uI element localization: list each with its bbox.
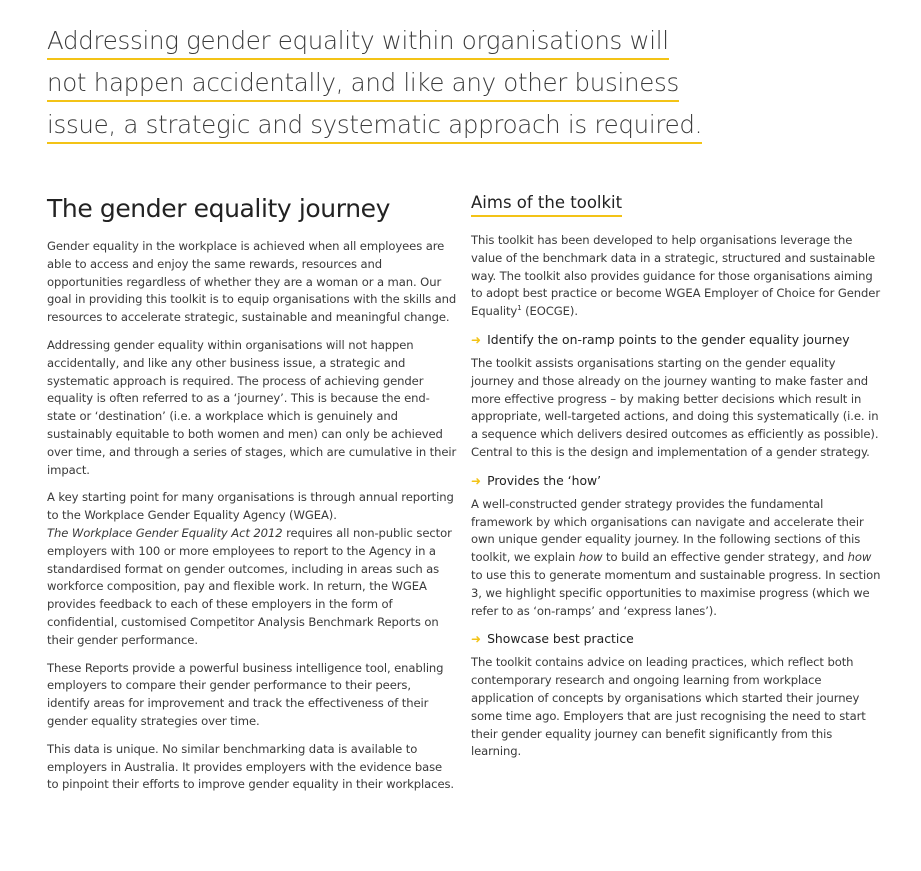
how-body-c: to use this to generate momentum and sustainable progress. In section 3, we highlight specific opportunities to maximise progress (which we refer to as ‘on-ramps’ and ‘express lanes’).	[471, 567, 881, 618]
footnote-marker: 1	[517, 304, 522, 313]
how-body-b: to build an effective gender strategy, and	[602, 550, 848, 565]
pull-quote-line-2: not happen accidentally, and like any other business	[47, 68, 679, 102]
paragraph-3-start: A key starting point for many organisations is through annual reporting to the Workplace Gender Equality Agency (WGEA).	[47, 490, 454, 523]
paragraph-3	[47, 489, 457, 649]
subheading-how-label: Provides the ‘how’	[487, 472, 602, 488]
paragraph-3-rest: requires all non-public sector employers with 100 or more employees to report to the Agency in a standardised format on gender outcomes, including in areas such as workforce composition, pay and flexible work. In return, the WGEA provides feedback to each of these employers in the form of confidential, customised Competitor Analysis Benchmark Reports on their gender performance.	[47, 525, 452, 647]
how-emphasis-2: how	[847, 550, 872, 565]
paragraph-4: These Reports provide a powerful business intelligence tool, enabling employers to compare their gender performance to their peers, identify areas for improvement and track the effectiveness of their gender equality strategies over time.	[47, 660, 444, 728]
how-body	[471, 496, 881, 621]
paragraph-5: This data is unique. No similar benchmarking data is available to employers in Australia. It provides employers with the evidence base to pinpoint their efforts to improve gender equality in their workplaces.	[47, 741, 455, 792]
pull-quote-line-1: Addressing gender equality within organisations will	[47, 26, 669, 60]
aims-intro-end: (EOCGE).	[521, 304, 578, 319]
arrow-right-icon: ➜	[471, 332, 482, 347]
act-title: The Workplace Gender Equality Act 2012	[47, 525, 283, 540]
aims-intro	[471, 232, 881, 321]
paragraph-1: Gender equality in the workplace is achieved when all employees are able to access and enjoy the same rewards, resources and opportunities regardless of whether they are a woman or a man. Our goal in providing this toolkit is to equip organisations with the skills and resources to accelerate strategic, sustainable and meaningful change.	[47, 239, 457, 325]
paragraph-2: Addressing gender equality within organisations will not happen accidentally, and like any other business issue, a strategic and systematic approach is required. The process of achieving gender equality is often referred to as a ‘journey’. This is because the end-state or ‘destination’ (i.e. a workplace which is genuinely and sustainably equitable to both women and men) can only be achieved over time, and through a series of stages, which are cumulative in their impact.	[47, 337, 457, 477]
subheading-how	[471, 472, 881, 490]
arrow-right-icon: ➜	[471, 632, 482, 647]
arrow-right-icon: ➜	[471, 473, 482, 488]
pull-quote	[47, 22, 767, 148]
how-emphasis-1: how	[578, 550, 603, 565]
aims-intro-text: This toolkit has been developed to help organisations leverage the value of the benchmark data in a strategic, structured and sustainable way. The toolkit also provides guidance for those organisations aiming to adopt best practice or become WGEA Employer of Choice for Gender Equality	[471, 233, 881, 319]
pull-quote-line-3: issue, a strategic and systematic approach is required.	[47, 110, 702, 144]
section-title-journey: The gender equality journey	[47, 194, 391, 223]
left-column	[47, 192, 457, 804]
on-ramp-body: The toolkit assists organisations starting on the gender equality journey and those already on the journey wanting to make faster and more effective progress – by making better decisions which result in appropriate, well-targeted actions, and doing this systematically (i.e. in a sequence which delivers desired outcomes as efficiently as possible). Central to this is the design and implementation of a gender strategy.	[471, 355, 879, 459]
subheading-on-ramp	[471, 331, 881, 349]
subheading-on-ramp-label: Identify the on-ramp points to the gender equality journey	[487, 331, 850, 347]
how-body-a: A well-constructed gender strategy provides the fundamental framework by which organisations can navigate and accelerate their own unique gender equality journey. In the following sections of this toolkit, we explain	[471, 496, 864, 565]
subheading-best-practice-label: Showcase best practice	[487, 631, 634, 647]
best-practice-body: The toolkit contains advice on leading practices, which reflect both contemporary research and ongoing learning from workplace application of concepts by organisations which started their journey some time ago. Employers that are just recognising the need to start their gender equality journey can benefit significantly from this learning.	[471, 655, 866, 759]
section-title-aims: Aims of the toolkit	[471, 192, 622, 217]
subheading-best-practice	[471, 630, 881, 648]
right-column	[471, 192, 881, 771]
